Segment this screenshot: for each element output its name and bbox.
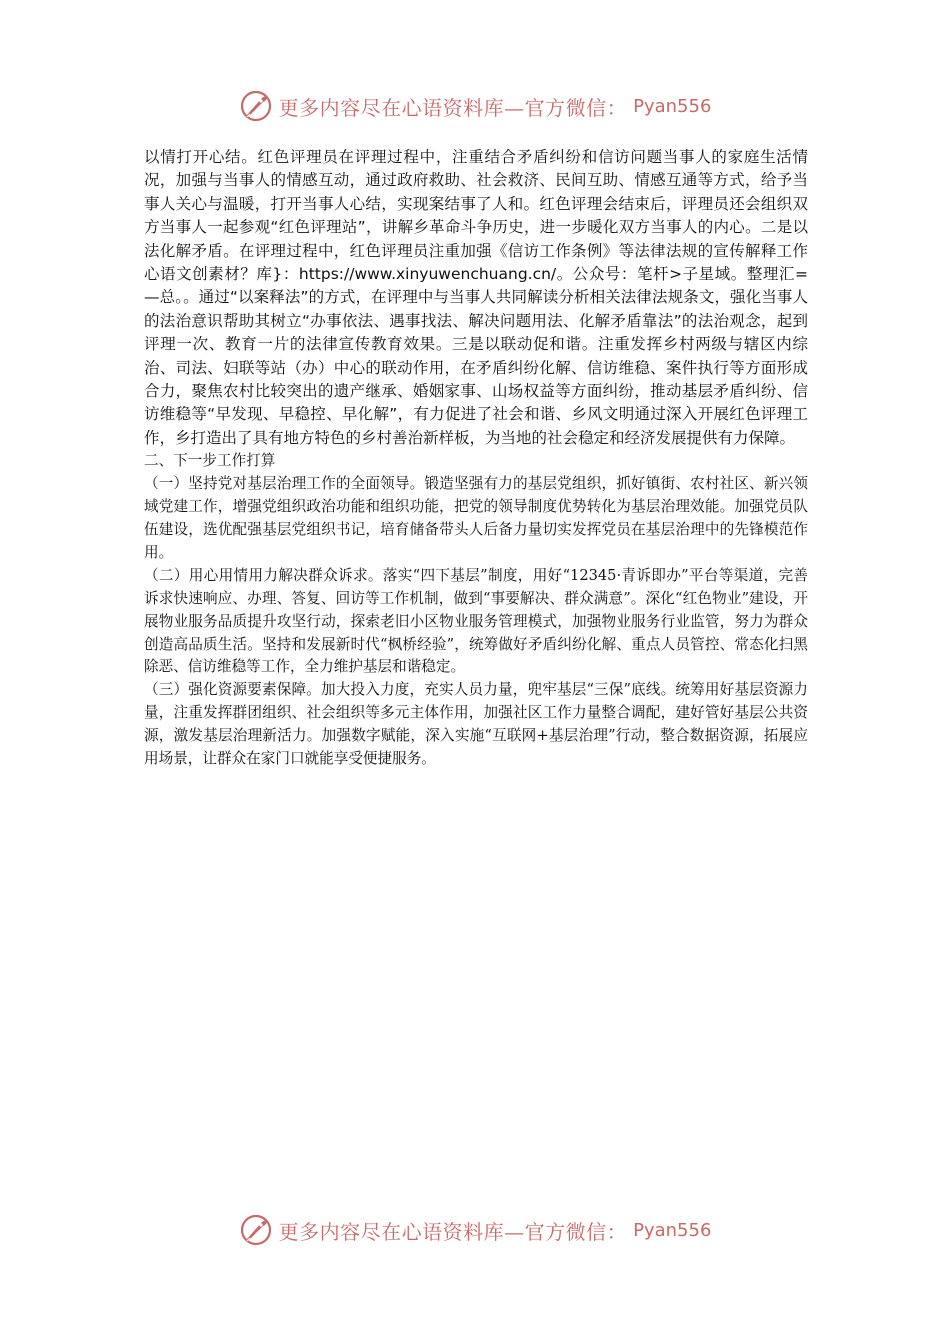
watermark-wechat-id: Pyan556 <box>633 1219 712 1241</box>
plan-item-3: （三）强化资源要素保障。加大投入力度，充实人员力量，兜牢基层“三保”底线。统筹用好基层资源力量，注重发挥群团组织、社会组织等多元主体作用，加强社区工作力量整合调配，建好管好基层公共资源，激发基层治理新活力。加强数字赋能，深入实施“互联网+基层治理”行动，整合数据资源，拓展应用场景，让群众在家门口就能享受便捷服务。 <box>144 681 808 768</box>
quill-pen-logo-icon <box>239 89 273 123</box>
watermark-wechat-id: Pyan556 <box>633 95 712 117</box>
footer-watermark <box>0 1208 950 1252</box>
header-watermark <box>0 84 950 128</box>
watermark-text: 更多内容尽在心语资料库—官方微信： <box>278 1219 628 1244</box>
section-heading: 二、下一步工作打算 <box>144 452 276 470</box>
watermark-text: 更多内容尽在心语资料库—官方微信： <box>278 95 628 120</box>
body-paragraph: 以情打开心结。红色评理员在评理过程中，注重结合矛盾纠纷和信访问题当事人的家庭生活情况，加强与当事人的情感互动，通过政府救助、社会救济、民间互助、情感互通等方式，给予当事人关心与温暖，打开当事人心结，实现案结事了人和。红色评理会结束后，评理员还会组织双方当事人一起参观“红色评理站”，讲解乡革命斗争历史，进一步暖化双方当事人的内心。二是以法化解矛盾。在评理过程中，红色评理员注重加强《信访工作条例》等法律法规的宣传解释工作心语文创素材？库}：https://www.xinyuwenchuang.cn/。公众号：笔杆>子星域。整理汇=—总。。通过“以案释法”的方式，在评理中与当事人共同解读分析相关法律法规条文，强化当事人的法治意识帮助其树立“办事依法、遇事找法、解决问题用法、化解矛盾靠法”的法治观念，起到评理一次、教育一片的法律宣传教育效果。三是以联动促和谐。注重发挥乡村两级与辖区内综治、司法、妇联等站（办）中心的联动作用，在矛盾纠纷化解、信访维稳、案件执行等方面形成合力，聚焦农村比较突出的遗产继承、婚姻家事、山场权益等方面纠纷，推动基层矛盾纠纷、信访维稳等“早发现、早稳控、早化解”，有力促进了社会和谐、乡风文明通过深入开展红色评理工作，乡打造出了具有地方特色的乡村善治新样板，为当地的社会稳定和经济发展提供有力保障。 <box>144 148 808 447</box>
plan-item-2: （二）用心用情用力解决群众诉求。落实“四下基层”制度，用好“12345·青诉即办”平台等渠道，完善诉求快速响应、办理、答复、回访等工作机制，做到“事要解决、群众满意”。深化“红色物业”建设，开展物业服务品质提升攻坚行动，探索老旧小区物业服务管理模式，加强物业服务行业监管，努力为群众创造高品质生活。坚持和发展新时代“枫桥经验”，统筹做好矛盾纠纷化解、重点人员管控、常态化扫黑除恶、信访维稳等工作，全力维护基层和谐稳定。 <box>144 566 808 676</box>
plan-item-1: （一）坚持党对基层治理工作的全面领导。锻造坚强有力的基层党组织，抓好镇街、农村社区、新兴领域党建工作，增强党组织政治功能和组织功能，把党的领导制度优势转化为基层治理效能。加强党员队伍建设，选优配强基层党组织书记，培育储备带头人后备力量切实发挥党员在基层治理中的先锋模范作用。 <box>144 475 808 561</box>
document-body <box>144 146 808 771</box>
quill-pen-logo-icon <box>239 1213 273 1247</box>
